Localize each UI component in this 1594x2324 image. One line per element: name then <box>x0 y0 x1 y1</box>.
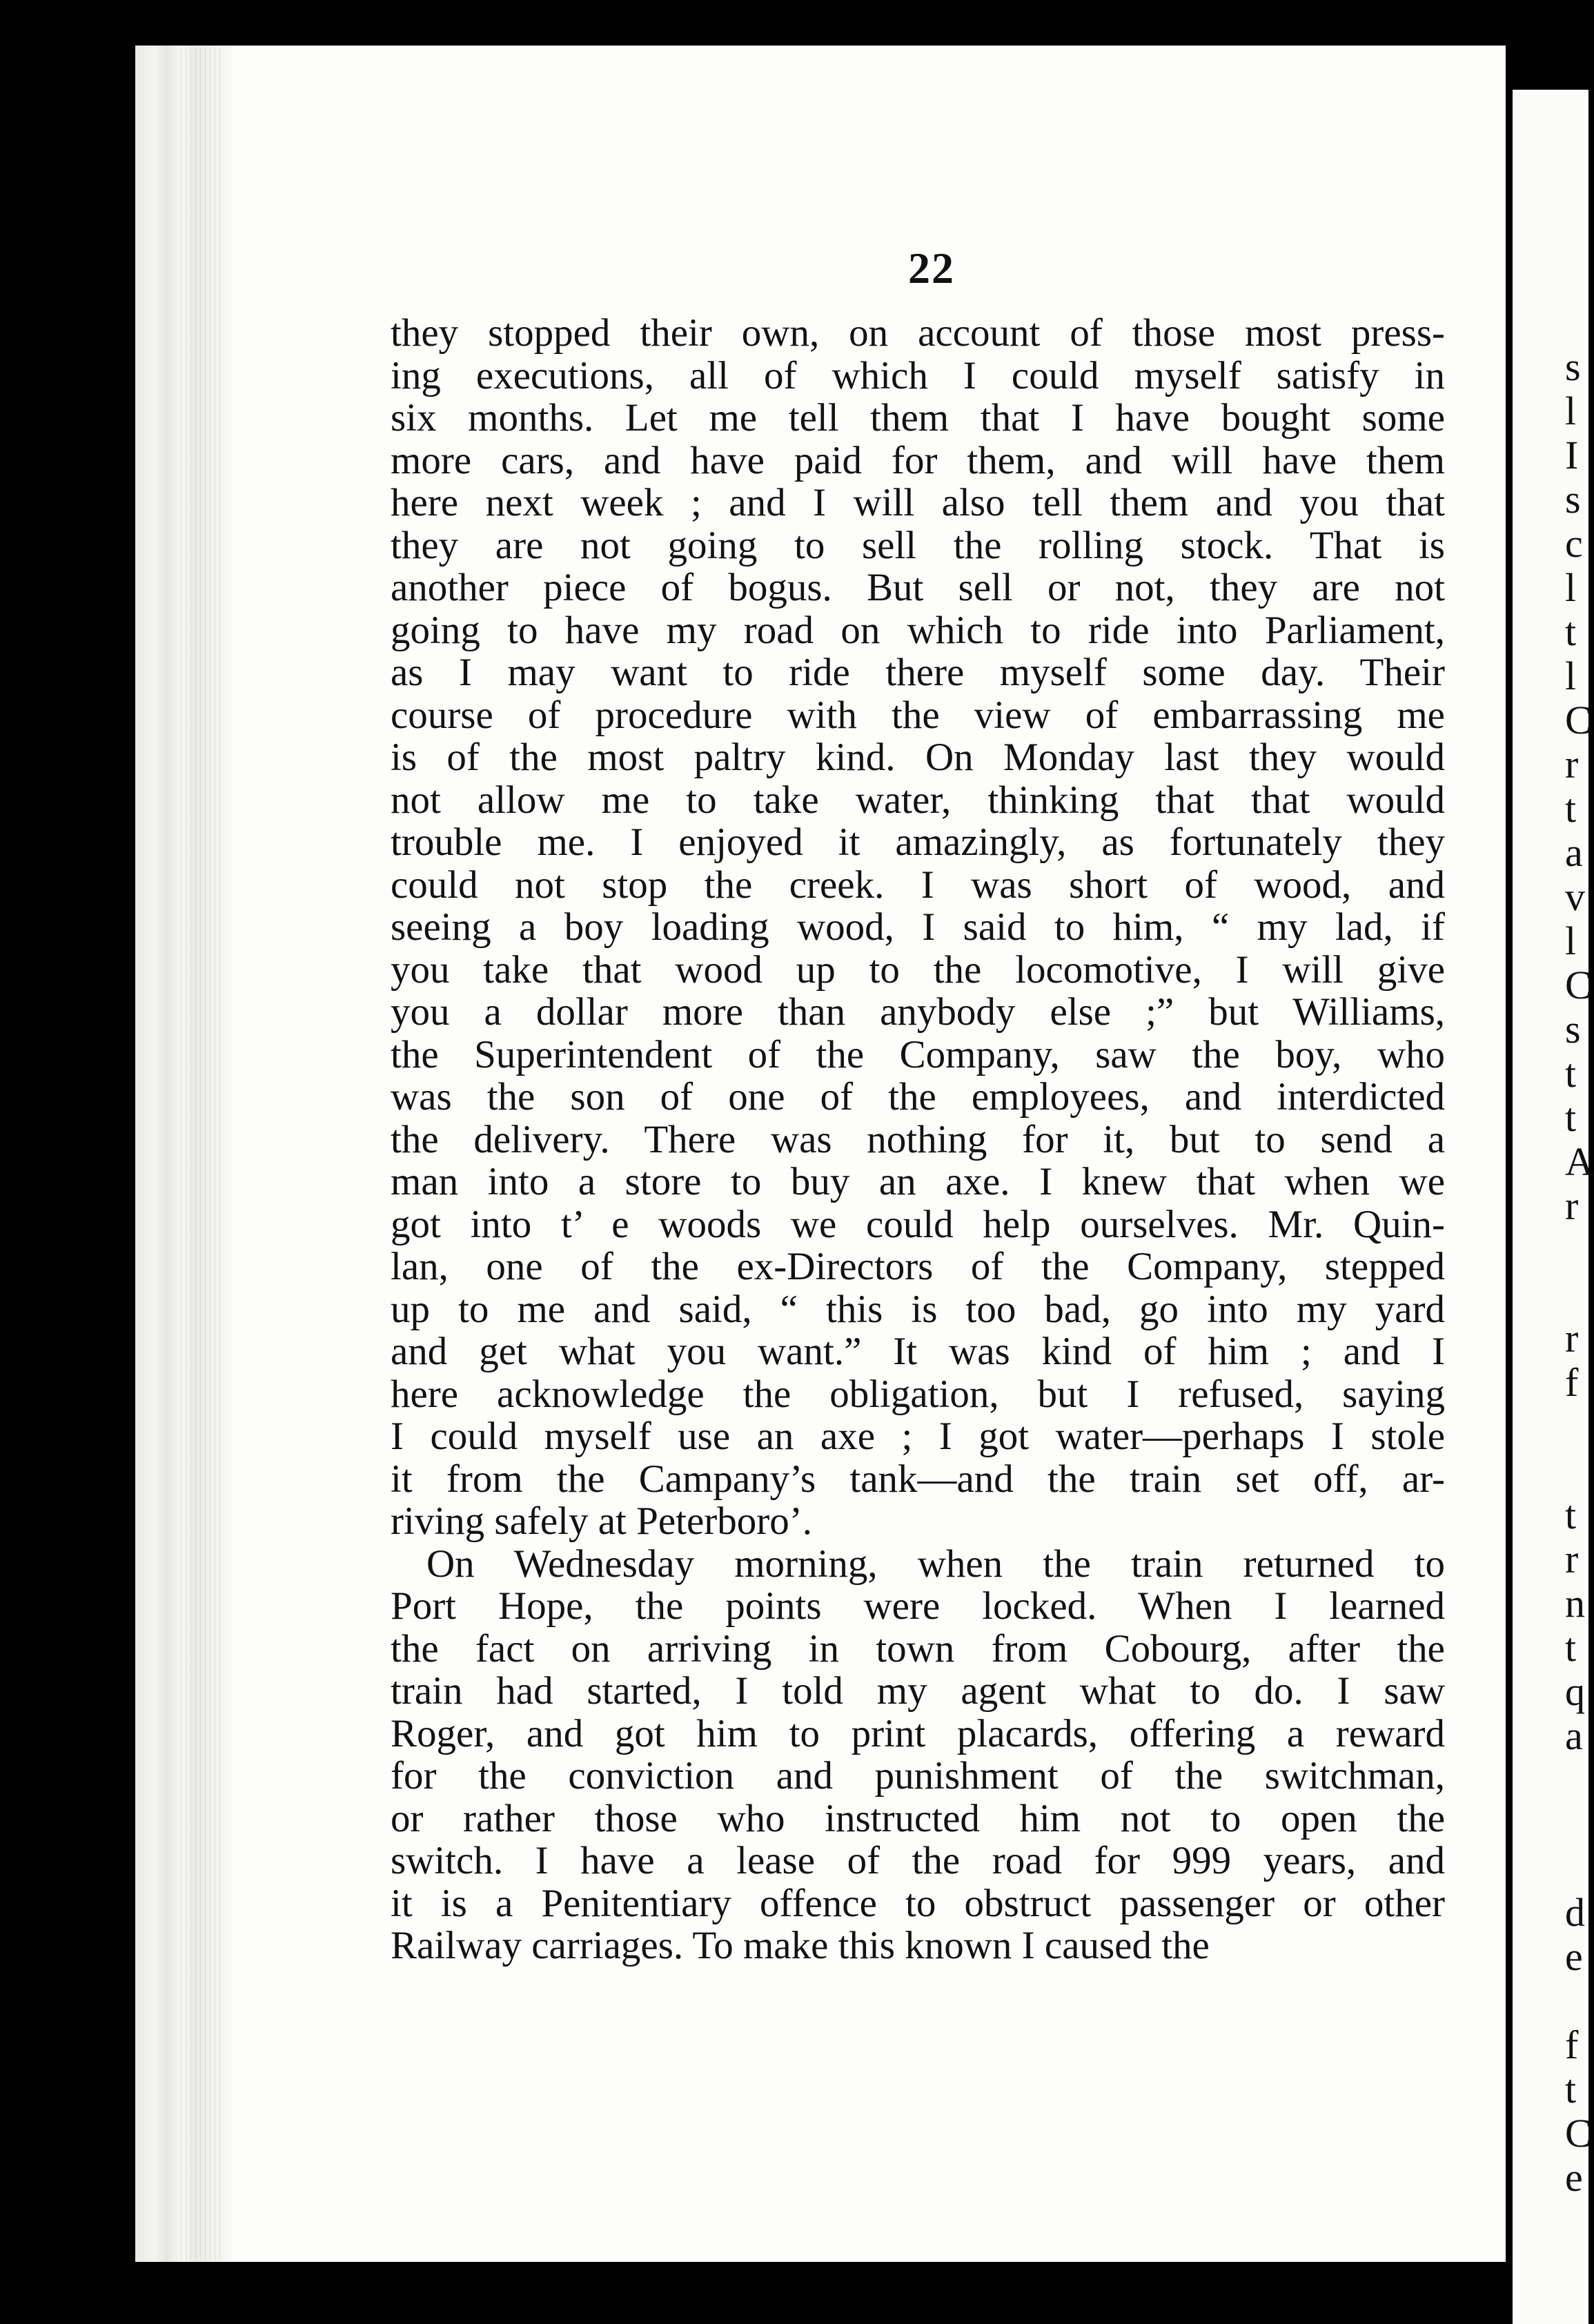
text-line: Roger, and got him to print placards, offering a reward <box>391 1711 1445 1755</box>
text-line: man into a store to buy an axe. I knew that when we <box>391 1160 1445 1203</box>
text-line: you take that wood up to the locomotive, I will give <box>391 947 1445 992</box>
text-line: it from the Campany’s tank—and the train set off, ar- <box>391 1457 1445 1501</box>
text-line: as I may want to ride there myself some day. Their <box>391 651 1445 694</box>
text-line: up to me and said, “ this is too bad, go into my yard <box>391 1287 1445 1331</box>
text-line: for the conviction and punishment of the switchman, <box>391 1754 1445 1798</box>
text-line: train had started, I told my agent what to do. I saw <box>391 1669 1445 1713</box>
text-line: going to have my road on which to ride into Parliament, <box>391 608 1445 652</box>
text-line: the fact on arriving in town from Cobourg, after the <box>391 1626 1445 1671</box>
text-line: ing executions, all of which I could myself satisfy in <box>391 353 1445 397</box>
text-line: trouble me. I enjoyed it amazingly, as fortunately they <box>391 820 1445 864</box>
text-line: here next week ; and I will also tell them and you that <box>391 481 1445 524</box>
text-line: and get what you want.” It was kind of him ; and I <box>391 1330 1445 1373</box>
text-line: you a dollar more than anybody else ;” but Williams, <box>391 990 1445 1034</box>
page-edge-lines <box>181 48 222 2259</box>
text-line: six months. Let me tell them that I have bought some <box>391 396 1445 440</box>
text-line: they are not going to sell the rolling stock. That is <box>391 523 1445 567</box>
text-line: switch. I have a lease of the road for 999 years, and <box>391 1839 1445 1882</box>
text-line: got into t’ e woods we could help ourselves. Mr. Quin- <box>391 1202 1445 1246</box>
text-line: the Superintendent of the Company, saw the boy, who <box>391 1032 1445 1076</box>
paragraph <box>391 1543 1445 1967</box>
text-line: On Wednesday morning, when the train returned to <box>426 1542 1445 1586</box>
text-line: they stopped their own, on account of those most press- <box>391 311 1445 355</box>
text-line: Port Hope, the points were locked. When I learned <box>391 1584 1445 1628</box>
text-line: I could myself use an axe ; I got water—perhaps I stole <box>391 1415 1445 1458</box>
paragraph <box>391 312 1445 1543</box>
facing-page-letters: s l I s c l t l C r t a v l C s t t A r r f t r n t q a d e f t C e <box>1565 344 1594 2200</box>
text-line: could not stop the creek. I was short of wood, and <box>391 863 1445 907</box>
text-line: the delivery. There was nothing for it, but to send a <box>391 1117 1445 1161</box>
text-line: is of the most paltry kind. On Monday last they would <box>391 736 1445 779</box>
text-line: Railway carriages. To make this known I caused the <box>391 1924 1210 1967</box>
text-line: lan, one of the ex-Directors of the Company, stepped <box>391 1245 1445 1288</box>
text-line: here acknowledge the obligation, but I refused, saying <box>391 1372 1445 1416</box>
body-text <box>391 312 1445 1967</box>
text-line: more cars, and have paid for them, and will have them <box>391 438 1445 482</box>
text-line: seeing a boy loading wood, I said to him, “ my lad, if <box>391 905 1445 949</box>
text-line: was the son of one of the employees, and interdicted <box>391 1075 1445 1119</box>
text-line: or rather those who instructed him not to open the <box>391 1796 1445 1840</box>
text-line: it is a Penitentiary offence to obstruct passenger or other <box>391 1881 1445 1925</box>
text-line: course of procedure with the view of embarrassing me <box>391 693 1445 737</box>
text-line: not allow me to take water, thinking that that would <box>391 778 1445 822</box>
page-number: 22 <box>908 244 955 293</box>
text-line: riving safely at Peterboro’. <box>391 1499 812 1543</box>
text-line: another piece of bogus. But sell or not, they are not <box>391 566 1445 609</box>
